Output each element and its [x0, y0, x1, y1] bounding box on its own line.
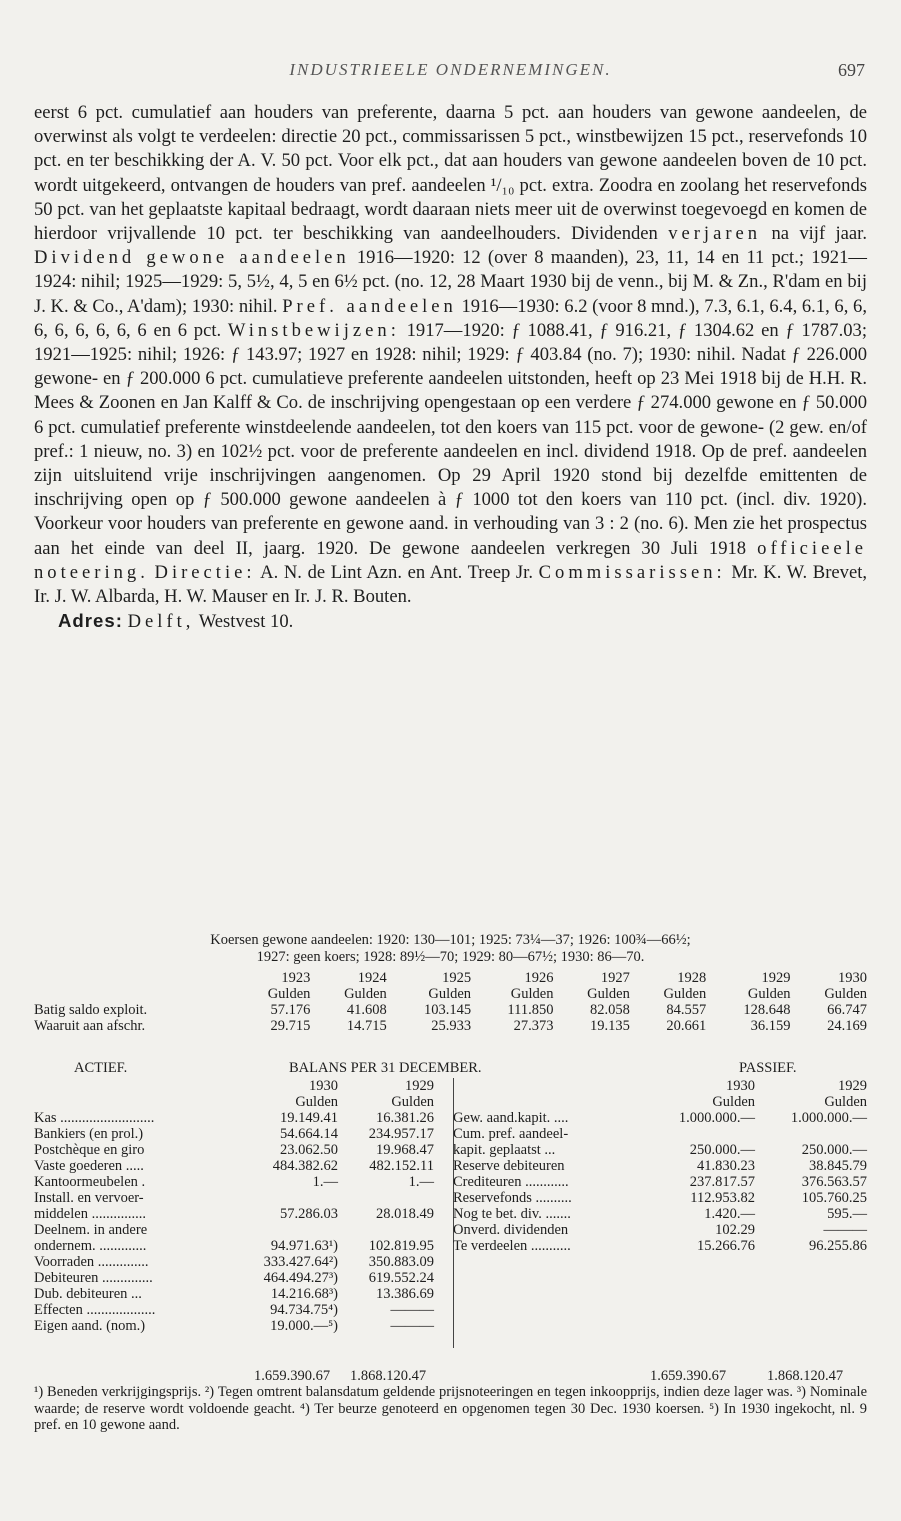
- balance-value-1930: 333.427.64²): [263, 1254, 338, 1270]
- balance-value-1929: [338, 1222, 434, 1238]
- balance-value-1930: 57.286.03: [280, 1206, 338, 1222]
- row-value: 111.850: [507, 1002, 554, 1018]
- table-row: [34, 1018, 867, 1034]
- total-passief-1929: 1.868.120.47: [767, 1368, 844, 1384]
- balance-value-1929: 102.819.95: [368, 1238, 434, 1254]
- balance-label: middelen ...............: [34, 1206, 146, 1222]
- balance-row: [34, 1302, 434, 1318]
- year-heading: 1923: [281, 970, 311, 986]
- balance-label: Postchèque en giro: [34, 1142, 145, 1158]
- balance-value-1929: 250.000.—: [801, 1142, 867, 1158]
- balance-label: Install. en vervoer-: [34, 1190, 144, 1206]
- balance-unit-heading: Gulden: [295, 1094, 338, 1110]
- balance-row: [34, 1142, 434, 1158]
- balance-value-1929: ———: [390, 1302, 434, 1318]
- total-actief-1929: 1.868.120.47: [350, 1368, 427, 1384]
- balance-row: [34, 1110, 434, 1126]
- balans-title: BALANS PER 31 DECEMBER.: [289, 1060, 482, 1076]
- balance-row: [453, 1238, 867, 1254]
- balance-value-1929: 376.563.57: [801, 1174, 867, 1190]
- balance-label: Effecten ...................: [34, 1302, 156, 1318]
- table-row: [34, 1002, 867, 1018]
- year-heading: 1924: [357, 970, 387, 986]
- balance-unit-heading: Gulden: [824, 1094, 867, 1110]
- text-p1: eerst 6 pct. cumulatief aan houders van preferente, daarna 5 pct. aan houders van gewone aandeelen, de overwinst als volgt te verdeelen: directie 20 pct., commissarissen 5 pct., winstbewijzen 15 pct., reservefonds 10 pct. en ter beschikking der A. V. 50 pct. Voor elk pct., dat aan houders van gewone aandeelen boven de 10 pct. wordt uitgekeerd, ontvangen de houders van pref. aandeelen ¹/₁₀ pct. extra. Zoodra en zoolang het reservefonds 50 pct. van het geplaatste kapitaal bedraagt, wordt daaraan niets meer uit de overwinst toegevoegd en komen de hierdoor vrijvallende 10 pct. ter beschikking van aandeelhouders. Dividenden: [34, 102, 867, 245]
- balance-sheet: [34, 1060, 867, 1390]
- total-passief-1930: 1.659.390.67: [650, 1368, 727, 1384]
- balance-label: ondernem. .............: [34, 1238, 147, 1254]
- row-value: 128.648: [743, 1002, 791, 1018]
- balance-value-1929: 19.968.47: [376, 1142, 434, 1158]
- balance-value-1930: [663, 1126, 755, 1142]
- balance-row: [453, 1142, 867, 1158]
- balance-unit-blank: [34, 1094, 242, 1110]
- running-title: INDUSTRIEELE ONDERNEMINGEN.: [289, 60, 612, 79]
- year-heading: 1927: [600, 970, 630, 986]
- balance-label: Te verdeelen ...........: [453, 1238, 571, 1254]
- balance-value-1929: 619.552.24: [368, 1270, 434, 1286]
- balance-value-1930: [242, 1222, 338, 1238]
- balance-value-1930: 464.494.27³): [263, 1270, 338, 1286]
- balance-row: [453, 1158, 867, 1174]
- balance-row: [34, 1126, 434, 1142]
- balance-label: Vaste goederen .....: [34, 1158, 144, 1174]
- row-value: 14.715: [346, 1018, 387, 1034]
- text-dividend-gewone: Dividend gewone aandeelen: [34, 247, 350, 269]
- address-city: Delft,: [127, 611, 195, 633]
- unit-heading: Gulden: [663, 986, 707, 1002]
- balance-unit-heading: Gulden: [712, 1094, 755, 1110]
- balance-label: Eigen aand. (nom.): [34, 1318, 146, 1334]
- body-text: [34, 101, 867, 634]
- balance-label: Gew. aand.kapit. ....: [453, 1110, 569, 1126]
- balance-year-heading: 1930: [726, 1078, 755, 1094]
- balance-label: Debiteuren ..............: [34, 1270, 153, 1286]
- year-heading: 1929: [761, 970, 791, 986]
- unit-header-blank: [34, 986, 234, 1002]
- text-p5: A. N. de Lint Azn. en Ant. Treep Jr.: [260, 561, 533, 583]
- row-value: 57.176: [270, 1002, 311, 1018]
- balance-label: Dub. debiteuren ...: [34, 1286, 142, 1302]
- unit-heading: Gulden: [747, 986, 791, 1002]
- unit-heading: Gulden: [267, 986, 311, 1002]
- balance-row: [34, 1270, 434, 1286]
- balance-value-1930: 112.953.82: [690, 1190, 755, 1206]
- year-heading: 1928: [677, 970, 707, 986]
- balance-label: Bankiers (en prol.): [34, 1126, 144, 1142]
- balance-unit-row: [34, 1094, 434, 1110]
- balance-value-1930: 19.149.41: [280, 1110, 338, 1126]
- results-table: [34, 970, 867, 1034]
- row-value: 84.557: [666, 1002, 707, 1018]
- balance-header-blank: [453, 1078, 663, 1094]
- text-p1b: na vijf jaar.: [771, 223, 867, 245]
- page-header: [0, 60, 901, 88]
- text-p3: 1916—1930: 6.2 (voor 8 mnd.), 7.3, 6.1, 6.4, 6.1, 6, 6, 6, 6, 6, 6, 6, 6 en 6 pct.: [34, 295, 867, 341]
- years-header-blank: [34, 970, 234, 986]
- passief-title: PASSIEF.: [739, 1060, 797, 1076]
- unit-header-row: [34, 986, 867, 1002]
- balance-value-1929: 1.—: [408, 1174, 434, 1190]
- text-winstbewijzen: Winstbewijzen:: [227, 319, 400, 341]
- balance-row: [34, 1286, 434, 1302]
- balance-titles: [34, 1060, 867, 1078]
- passief-column: [453, 1078, 867, 1254]
- balance-row: [453, 1174, 867, 1190]
- row-value: 66.747: [827, 1002, 867, 1018]
- unit-heading: Gulden: [824, 986, 867, 1002]
- year-heading: 1925: [442, 970, 472, 986]
- balance-value-1930: 94.734.75⁴): [270, 1302, 338, 1318]
- balance-row: [453, 1222, 867, 1238]
- row-label: Waaruit aan afschr.: [34, 1018, 146, 1034]
- page-number: 697: [838, 60, 865, 80]
- balance-value-1930: 1.000.000.—: [678, 1110, 755, 1126]
- balance-label: Voorraden ..............: [34, 1254, 149, 1270]
- balance-label: Deelnem. in andere: [34, 1222, 148, 1238]
- balance-label: Kas ..........................: [34, 1110, 155, 1126]
- text-p4: 1917—1920: ƒ 1088.41, ƒ 916.21, ƒ 1304.62 en ƒ 1787.03; 1921—1925: nihil; 1926: ƒ 143.97; 1927 en 1928: nihil; 1929: ƒ 403.84 (no. 7); 1930: nihil. Nadat ƒ 226.000 gewone- en ƒ 200.000 6 pct. cumulatieve preferente aandeelen uitstonden, heeft op 23 Mei 1918 bij de H.H. R. Mees & Zoonen en Jan Kalff & Co. de inschrijving opengestaan op een verdere ƒ 274.000 gewone en ƒ 50.000 6 pct. cumulatief preferente winstdeelende aandeelen, tot den koers van 115 pct. voor de gewone- (2 gew. en/of pref.: 1 nieuw, no. 3) en 102½ pct. voor de preferente aandeelen en incl. dividend 1918. Op de pref. aandeelen zijn uitsluitend vrije inschrijvingen aangenomen. Op 29 April 1920 stond bij dezelfde emittenten de inschrijving open op ƒ 500.000 gewone aandeelen à ƒ 1000 tot den koers van 110 pct. (incl. div. 1920). Voorkeur voor houders van preferente en gewone aand. in verhouding van 3 : 2 (no. 6). Men zie het prospectus aan het einde van deel II, jaarg. 1920. De gewone aandeelen verkregen 30 Juli 1918: [34, 319, 868, 559]
- balance-value-1929: [338, 1190, 434, 1206]
- balance-value-1929: 13.386.69: [376, 1286, 434, 1302]
- balance-label: Nog te bet. div. .......: [453, 1206, 571, 1222]
- balance-label: Cum. pref. aandeel-: [453, 1126, 569, 1142]
- share-prices: [34, 932, 867, 966]
- address-line: [34, 609, 867, 634]
- total-actief-1930: 1.659.390.67: [254, 1368, 331, 1384]
- footnotes: ¹) Beneden verkrijgingsprijs. ²) Tegen omtrent balansdatum geldende prijsnoteeringen en tegen inkoopprijs, indien deze lager was. ³) Nominale waarde; de reserve wordt voldoende geacht. ⁴) Ter beurze genoteerd en opgenomen tegen 30 Dec. 1930 koersen. ⁵) In 1930 ingekocht, nl. 9 pref. en 10 gewone aand.: [34, 1384, 867, 1433]
- balance-totals: [34, 1368, 867, 1384]
- balance-value-1930: 484.382.62: [272, 1158, 338, 1174]
- balance-unit-heading: Gulden: [391, 1094, 434, 1110]
- share-prices-line-1: Koersen gewone aandeelen: 1920: 130—101; 1925: 73¼—37; 1926: 100¾—66½;: [210, 932, 691, 948]
- actief-column: [34, 1078, 434, 1334]
- share-prices-line-2: 1927: geen koers; 1928: 89½—70; 1929: 80—67½; 1930: 86—70.: [256, 949, 645, 965]
- address-street: Westvest 10.: [198, 611, 294, 633]
- balance-value-1929: 234.957.17: [368, 1126, 434, 1142]
- text-commissarissen: Commissarissen:: [538, 561, 726, 583]
- balance-value-1930: 41.830.23: [697, 1158, 755, 1174]
- balance-label: kapit. geplaatst ...: [453, 1142, 556, 1158]
- balance-value-1929: 1.000.000.—: [790, 1110, 867, 1126]
- address-label: Adres:: [58, 610, 123, 632]
- row-value: 103.145: [423, 1002, 472, 1018]
- balance-value-1929: 595.—: [827, 1206, 867, 1222]
- balance-value-1929: ———: [823, 1222, 867, 1238]
- balance-row: [34, 1190, 434, 1206]
- row-value: 82.058: [589, 1002, 630, 1018]
- balance-label: Reservefonds ..........: [453, 1190, 572, 1206]
- balance-value-1930: 1.—: [312, 1174, 338, 1190]
- balance-row: [453, 1190, 867, 1206]
- row-value: 24.169: [827, 1018, 867, 1034]
- balance-value-1930: 237.817.57: [689, 1174, 755, 1190]
- balance-value-1930: 15.266.76: [697, 1238, 755, 1254]
- balance-value-1930: 19.000.—⁵): [270, 1318, 338, 1334]
- year-heading: 1926: [524, 970, 554, 986]
- balance-value-1929: 350.883.09: [368, 1254, 434, 1270]
- balance-row: [453, 1126, 867, 1142]
- balance-year-heading: 1929: [405, 1078, 434, 1094]
- year-heading: 1930: [838, 970, 867, 986]
- balance-row: [453, 1110, 867, 1126]
- balance-value-1929: [755, 1126, 867, 1142]
- unit-heading: Gulden: [510, 986, 554, 1002]
- balance-row: [34, 1158, 434, 1174]
- balance-value-1929: 482.152.11: [369, 1158, 434, 1174]
- balance-value-1929: 96.255.86: [809, 1238, 867, 1254]
- row-value: 19.135: [589, 1018, 630, 1034]
- balance-value-1929: 28.018.49: [376, 1206, 434, 1222]
- balance-unit-row: [453, 1094, 867, 1110]
- balance-row: [34, 1318, 434, 1334]
- years-header-row: [34, 970, 867, 986]
- unit-heading: Gulden: [428, 986, 472, 1002]
- row-value: 29.715: [270, 1018, 311, 1034]
- balance-value-1930: 250.000.—: [689, 1142, 755, 1158]
- text-verjaren: verjaren: [668, 223, 762, 245]
- unit-heading: Gulden: [587, 986, 630, 1002]
- row-label: Batig saldo exploit.: [34, 1002, 148, 1018]
- text-p2: 1916—1920: 12 (over 8 maanden), 23, 11, 14 en 11 pct.; 1921—1924: nihil; 1925—1929: 5, 5½, 4, 5 en 6½ pct. (no. 12, 28 Maart 1930 bij de venn., bij M. & Zn., R'dam en bij J. K. & Co., A'dam); 1930: nihil.: [34, 247, 867, 317]
- balance-label: Kantoormeubelen .: [34, 1174, 146, 1190]
- balance-unit-blank: [453, 1094, 663, 1110]
- balance-row: [34, 1206, 434, 1222]
- text-pref-aandeelen: Pref. aandeelen: [282, 295, 457, 317]
- balance-year-heading: 1929: [838, 1078, 867, 1094]
- row-value: 20.661: [666, 1018, 707, 1034]
- balance-label: Onverd. dividenden: [453, 1222, 569, 1238]
- balance-value-1929: 105.760.25: [801, 1190, 867, 1206]
- balance-value-1930: 14.216.68³): [270, 1286, 338, 1302]
- balance-value-1929: 38.845.79: [809, 1158, 867, 1174]
- balance-value-1930: [242, 1190, 338, 1206]
- balance-value-1930: 54.664.14: [280, 1126, 338, 1142]
- balance-value-1930: 102.29: [715, 1222, 755, 1238]
- balance-row: [34, 1174, 434, 1190]
- text-p6: Mr. K. W. Brevet, Ir. J. W. Albarda, H. W. Mauser en Ir. J. R. Bouten.: [34, 561, 868, 608]
- row-value: 25.933: [431, 1018, 472, 1034]
- text-directie: Directie:: [154, 561, 256, 583]
- row-value: 27.373: [513, 1018, 554, 1034]
- balance-value-1929: ———: [390, 1318, 434, 1334]
- balance-value-1930: 1.420.—: [704, 1206, 755, 1222]
- text-officieele-noteering: officieele noteering.: [34, 537, 867, 583]
- row-value: 41.608: [346, 1002, 387, 1018]
- balance-value-1929: 16.381.26: [376, 1110, 434, 1126]
- unit-heading: Gulden: [344, 986, 387, 1002]
- balance-row: [34, 1222, 434, 1238]
- main-paragraph: [34, 101, 867, 609]
- balance-year-row: [453, 1078, 867, 1094]
- balance-year-row: [34, 1078, 434, 1094]
- actief-title: ACTIEF.: [74, 1060, 128, 1076]
- balance-row: [34, 1238, 434, 1254]
- balance-label: Reserve debiteuren: [453, 1158, 565, 1174]
- balance-header-blank: [34, 1078, 242, 1094]
- balance-year-heading: 1930: [309, 1078, 338, 1094]
- balance-row: [34, 1254, 434, 1270]
- row-value: 36.159: [750, 1018, 791, 1034]
- balance-row: [453, 1206, 867, 1222]
- balance-value-1930: 94.971.63¹): [270, 1238, 338, 1254]
- balance-value-1930: 23.062.50: [280, 1142, 338, 1158]
- balance-label: Crediteuren ............: [453, 1174, 569, 1190]
